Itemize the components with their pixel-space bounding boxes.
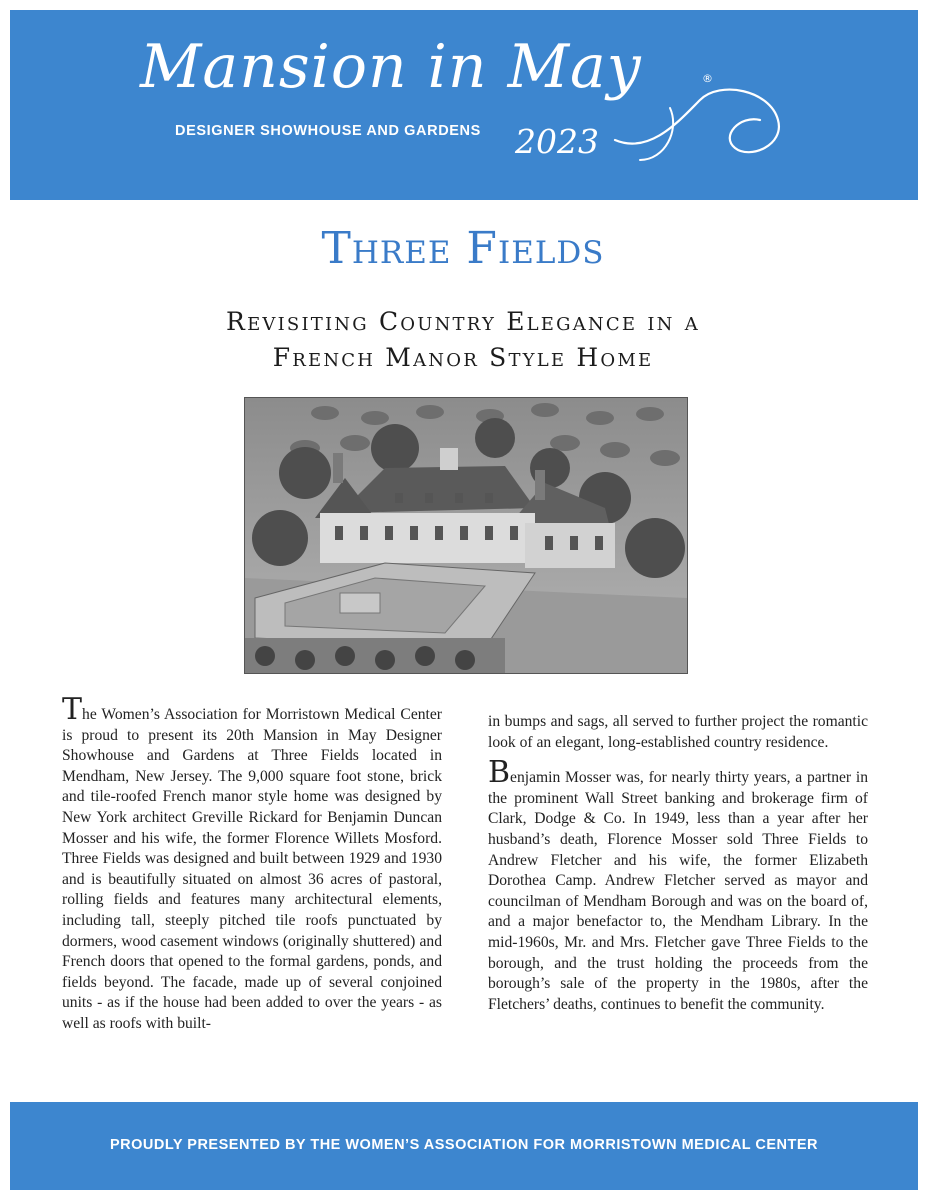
subtitle-line-2: French Manor Style Home — [272, 343, 654, 372]
showhouse-subtitle: DESIGNER SHOWHOUSE AND GARDENS — [175, 123, 481, 139]
body-column-right — [488, 712, 868, 1015]
footer-banner — [10, 1102, 918, 1190]
history-paragraph-text: enjamin Mosser was, for nearly thirty years, a partner in the prominent Wall Street banking and brokerage firm of Clark, Dodge & Co. In 1949, less than a year after her husband’s death, Florence Mosser sold Three Fields to Andrew Fletcher and his wife, the former Elizabeth Dorothea Camp. Andrew Fletcher served as mayor and councilman of Mendham Borough and was on the board of, and a major benefactor to, the Mendham Library. In the mid-1960s, Mr. and Mrs. Fletcher gave Three Fields to the borough, and the trust holding the proceeds from the borough’s sale of the property in the 1980s, after the Fletchers’ deaths, continues to benefit the community. — [488, 769, 868, 1013]
brand-logo-text: Mansion in May — [140, 32, 642, 102]
page-subtitle — [0, 304, 926, 376]
continuation-paragraph: in bumps and sags, all served to further project the romantic look of an elegant, long-established country residence. — [488, 713, 868, 751]
dropcap-b: B — [488, 755, 511, 791]
body-column-left — [62, 692, 442, 1035]
header-banner — [10, 10, 918, 200]
history-paragraph — [488, 755, 868, 1015]
mansion-rendering-image — [244, 397, 688, 674]
page-title: Three Fields — [321, 223, 605, 274]
mansion-illustration-icon — [245, 398, 687, 673]
footer-presented-by: PROUDLY PRESENTED BY THE WOMEN’S ASSOCIATION FOR MORRISTOWN MEDICAL CENTER — [109, 1137, 819, 1153]
dropcap-t: T — [62, 692, 83, 727]
subtitle-line-1: Revisiting Country Elegance in a — [226, 307, 700, 336]
event-year: 2023 — [515, 122, 599, 161]
intro-paragraph-text: he Women’s Association for Morristown Medical Center is proud to present its 20th Mansion in May Designer Showhouse and Gardens at Three Fields located in Mendham, New Jersey. The 9,000 square foot stone, brick and tile-roofed French manor style home was designed by New York architect Greville Rickard for Benjamin Duncan Mosser and his wife, the former Florence Willets Mosford. Three Fields was designed and built between 1929 and 1930 and is beautifully situated on almost 36 acres of pastoral, rolling fields and features many architectural elements, including tall, steeply pitched tile roofs punctuated by dormers, wood casement windows (originally shuttered) and French doors that opened to the formal gardens, ponds, and fields beyond. The facade, made up of several conjoined units - as if the house had been added to over the years - as well as roofs with built- — [62, 706, 442, 1032]
swash-flourish-icon — [610, 60, 790, 170]
intro-paragraph — [62, 692, 442, 1035]
registered-mark: ® — [702, 72, 713, 85]
